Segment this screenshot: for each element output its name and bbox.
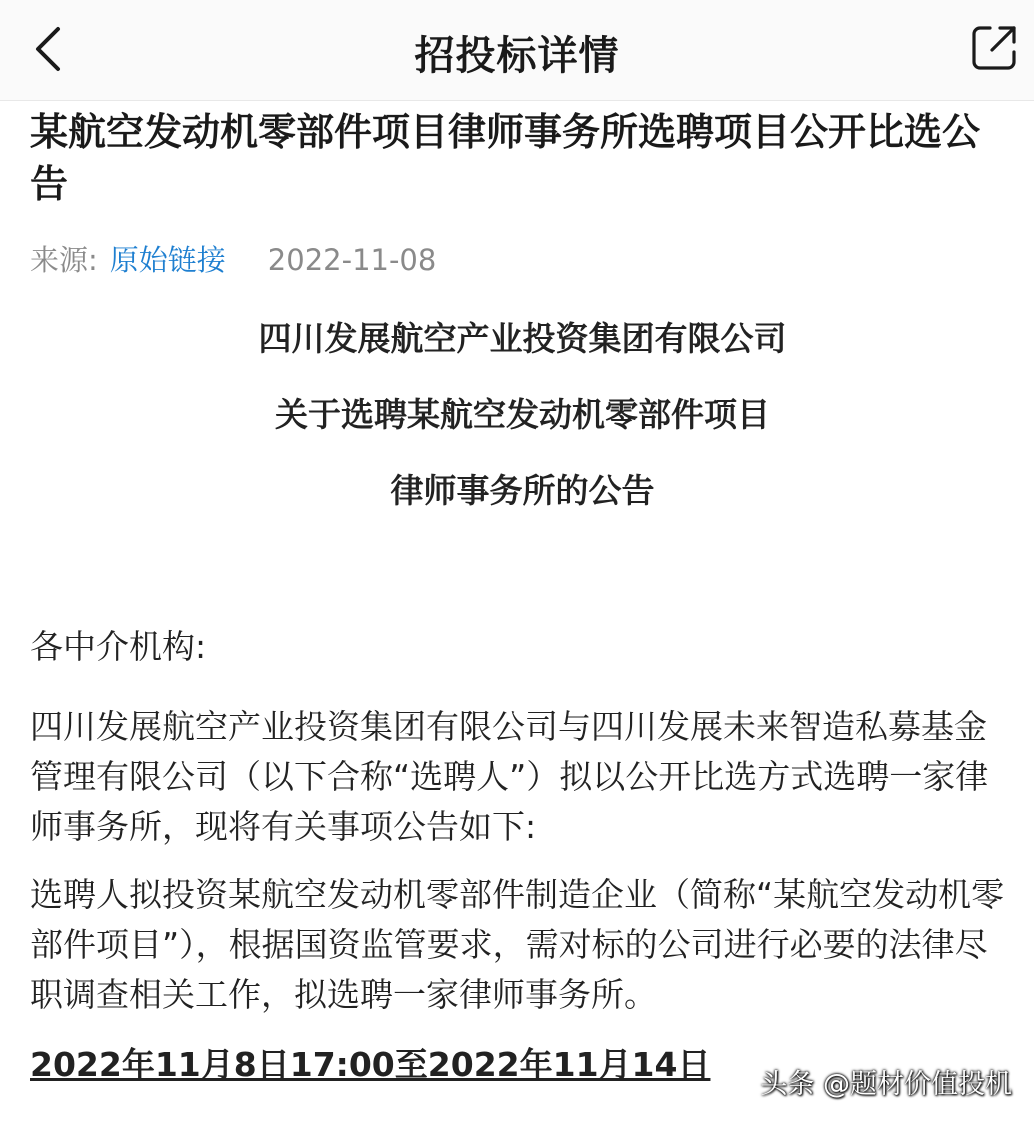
document-title-line-2: 关于选聘某航空发动机零部件项目: [275, 395, 770, 434]
source-label: 来源:: [30, 243, 98, 277]
publish-date: 2022-11-08: [267, 243, 437, 277]
top-navigation-bar: [0, 0, 1034, 101]
document-title-line-1: 四川发展航空产业投资集团有限公司: [258, 319, 787, 358]
article-meta: [30, 238, 1015, 278]
article-content: [30, 106, 1015, 1088]
document-title-line-3: 律师事务所的公告: [390, 471, 655, 510]
paragraph-purpose: 选聘人拟投资某航空发动机零部件制造企业（简称“某航空发动机零部件项目”），根据国资监管要求，需对标的公司进行必要的法律尽职调查相关工作，拟选聘一家律师事务所。: [30, 875, 1005, 1014]
share-external-icon[interactable]: [966, 20, 1022, 76]
paragraph-intro: 四川发展航空产业投资集团有限公司与四川发展未来智造私募基金管理有限公司（以下合称“选聘人”）拟以公开比选方式选聘一家律师事务所，现将有关事项公告如下:: [30, 707, 989, 846]
page-title: 招投标详情: [414, 33, 620, 79]
article-headline: 某航空发动机零部件项目律师事务所选聘项目公开比选公告: [30, 110, 981, 206]
source-link[interactable]: 原始链接: [109, 243, 226, 277]
period-heading: 2022年11月8日17:00至2022年11月14日: [30, 1045, 711, 1084]
watermark: 头条 @题材价值投机: [760, 1069, 1012, 1100]
salutation: 各中介机构:: [30, 627, 207, 666]
